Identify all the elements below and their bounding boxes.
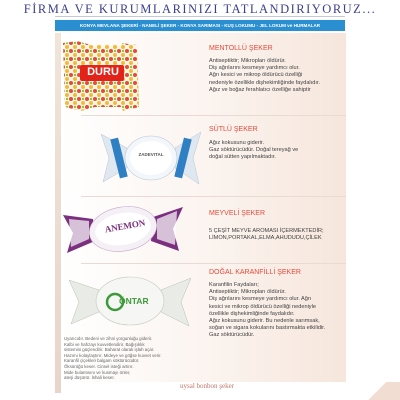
description-line: soğan ve sigara kokularını bastırmakta etkilidir. bbox=[209, 325, 326, 332]
zadevital-brand-label: ZADEVITAL bbox=[138, 152, 164, 157]
description-line: Gaz söktürücüdür. Doğal tereyağ ve bbox=[209, 147, 299, 154]
note-line: Uyarıcıdır. Bedeni ve zihni yorgunluğu giderir. bbox=[64, 336, 153, 341]
description-line: Ağrı kesici ve mikrop öldürücü özelliği bbox=[209, 72, 303, 79]
description-line: Diş ağrılarını kesmeye yardımcı olur. bbox=[209, 65, 300, 72]
description-line: 5 ÇEŞİT MEYVE AROMASI İÇERMEKTEDİR; bbox=[209, 228, 324, 234]
description-line: Ağız kokusunu giderir. bbox=[209, 140, 265, 146]
description-line: nedeniyle özellikle dişhekimliğinde faydalıdır. bbox=[209, 79, 321, 86]
product-description bbox=[209, 140, 298, 162]
product-description bbox=[209, 282, 325, 340]
description-line: Diş ağrılarını kesmeye yardımcı olur. Ağrı bbox=[209, 296, 312, 303]
footer-brand: uysal bonbon şeker bbox=[180, 382, 235, 390]
product-name: DOĞAL KARANFİLLİ ŞEKER bbox=[209, 269, 301, 276]
product-name: MEYVELİ ŞEKER bbox=[209, 210, 266, 217]
note-line: Mide bulantısını ve kusmayı önler, bbox=[64, 369, 131, 375]
page-title: FİRMA VE KURUMLARINIZI TATLANDIRIYORUZ... bbox=[23, 2, 377, 16]
description-line: doğal sütten yapılmaktadır. bbox=[209, 154, 276, 161]
description-line: kesici ve mikrop öldürücü özelliği nedeniyle bbox=[209, 303, 316, 310]
note-line: Hazımı kolaylaştırır. Mideye ve göğse kuvvet verir. bbox=[64, 352, 162, 358]
product-row-sutlu bbox=[61, 116, 346, 196]
product-name: MENTOLLÜ ŞEKER bbox=[209, 45, 273, 52]
description-line: Ağız ve boğaz ferahlatıcı özelliğe sahiptir bbox=[209, 86, 311, 93]
anemon-brand-label: ANEMON bbox=[103, 217, 147, 235]
product-row-mentollu bbox=[61, 33, 346, 115]
title-divider bbox=[55, 16, 345, 17]
clove-benefits-note bbox=[64, 336, 162, 381]
description-line: Ağız kokusunu giderir. Bu nedenle sarımsak, bbox=[209, 318, 320, 325]
description-line: Antiseptiktir; Mikropları öldürür. bbox=[209, 58, 286, 64]
product-row-meyveli bbox=[61, 197, 346, 263]
note-line: Karanfil çiçekleri balgam söktürücüdür. bbox=[64, 358, 140, 364]
product-description bbox=[209, 58, 320, 94]
product-banner: KONYA MEVLANA ŞEKERİ - NANELİ ŞEKER - KONYA SARIMASI - KUŞ LOKUMU - JEL LOKUM ve HURMALAR bbox=[55, 20, 345, 31]
product-name: SÜTLÜ ŞEKER bbox=[209, 126, 258, 133]
description-line: özellikle dişhekimliğinde faydalıdır. bbox=[209, 310, 295, 317]
note-line: Kalbi ve hafızayı kuvvetlendirir. Bağışıklık bbox=[64, 341, 145, 347]
description-line: Gaz söktürücüdür. bbox=[209, 332, 255, 339]
description-line: Karanfilin Faydaları; bbox=[209, 282, 259, 288]
note-line: ateşi düşürür. İshali keser. bbox=[64, 375, 115, 381]
corner-decoration bbox=[355, 382, 400, 400]
duru-brand-label: DURU bbox=[87, 66, 119, 78]
note-line: sistemini güçlendirir. Baharat olarak işlah açar. bbox=[64, 347, 155, 353]
sutlu-candy-image bbox=[101, 126, 201, 188]
product-description bbox=[209, 228, 324, 242]
description-line: Antiseptiktir; Mikropları öldürür. bbox=[209, 289, 286, 296]
product-row-karanfilli bbox=[61, 264, 346, 382]
note-line: Öksürüğü keser. Cinsel isteği artırır. bbox=[64, 363, 134, 369]
description-line: LİMON,PORTAKAL,ELMA,AHUDUDU,ÇİLEK bbox=[209, 235, 322, 242]
ontar-brand-label: ÖNTAR bbox=[119, 296, 149, 306]
